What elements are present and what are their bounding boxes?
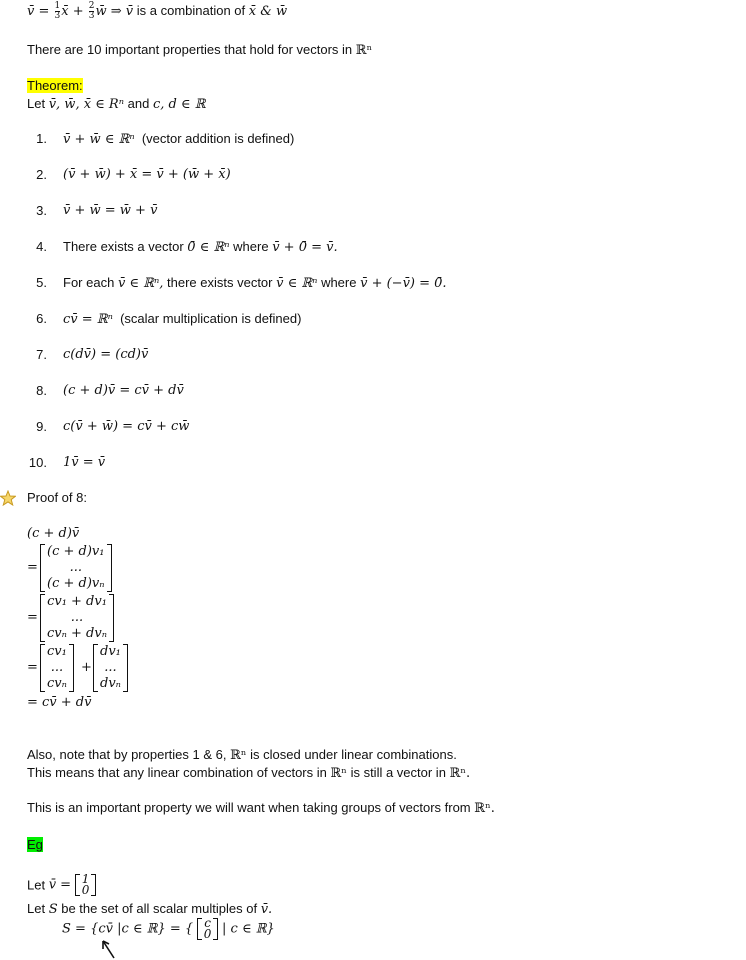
matrix [40,544,112,592]
theorem-and-math: c, d ∈ ℝ [152,97,206,112]
matrix-entry: cv₁ + dv₁ [47,594,107,609]
eg-text: Let [27,877,46,893]
property-number: 3. [36,203,47,218]
property-number: 9. [36,419,47,434]
property-text: there exists vector [167,275,273,290]
property-text: There exists a vector [63,239,184,254]
eg-math: | c ∈ ℝ} [222,921,275,937]
matrix-entry: (c + d)v₁ [47,544,105,559]
matrix-entry: (c + d)vₙ [47,576,105,591]
property-math: 0̄ ∈ ℝⁿ [187,240,230,255]
also-text: This means that any linear combination of vectors in [27,765,327,780]
vector [197,918,219,940]
property-text: (scalar multiplication is defined) [120,311,302,326]
vector-entry: 0 [81,883,90,897]
matrix [40,644,74,692]
vector-entry: c [204,916,211,930]
property-math: v̄ ∈ ℝⁿ, [117,276,164,291]
star-icon[interactable] [0,490,16,506]
property-number: 6. [36,311,47,326]
also-line-3 [27,800,495,816]
property-math: v̄ + w̄ ∈ ℝⁿ [63,132,135,147]
combo-text: is a combination of [136,3,246,18]
theorem-and-text: and [127,96,150,111]
combination-line [27,2,287,21]
matrix [93,644,128,692]
property-math: 1v̄ = v̄ [63,455,106,470]
property-number: 1. [36,131,47,146]
eg-heading [27,837,43,852]
intro-line [27,42,372,58]
equals-sign: = [27,610,38,625]
eg-math: v̄ = [48,877,72,893]
combo-math-2: x̄ & w̄ [248,4,288,19]
combo-math: v̄ = $\frac{1}{3}$ x̄ + $\frac{2}{3}$ w̄ ⇒ v̄ [27,1,134,21]
property-number: 8. [36,383,47,398]
matrix-entry: dv₁ [100,644,121,659]
matrix-entry: ... [50,660,64,675]
also-math: ℝⁿ. [449,766,471,781]
eg-text: Let [27,901,46,916]
theorem-let-line [27,96,206,112]
vector-entry: 0 [203,927,212,941]
property-math: c(v̄ + w̄) = cv̄ + cw̄ [63,419,190,434]
proof-title [27,490,87,505]
property-number: 2. [36,167,47,182]
eg-math: v̄. [260,902,273,917]
property-math: v̄ + w̄ = w̄ + v̄ [63,203,158,218]
eg-text: be the set of all scalar multiples of [61,901,258,916]
proof-final [27,694,91,710]
property-math: cv̄ = ℝⁿ [63,312,113,327]
proof-expression: (c + d)v̄ [27,526,80,541]
eg-label: Eg [27,837,43,852]
property-number: 5. [36,275,47,290]
also-line-1 [27,747,457,763]
intro-text: There are 10 important properties that hold for vectors in [27,42,353,57]
property-number: 7. [36,347,47,362]
theorem-let-text: Let [27,96,46,111]
matrix-entry: ... [70,610,84,625]
matrix-entry: ... [104,660,117,675]
vector [75,874,97,896]
property-math: v̄ + (−v̄) = 0̄. [360,276,447,291]
also-math: ℝⁿ [230,748,247,763]
eg-let-line [27,874,96,896]
property-math: v̄ ∈ ℝⁿ [276,276,318,291]
matrix-entry: cv₁ [47,644,67,659]
matrix-entry: cvₙ [47,676,67,691]
eg-set-definition [62,918,275,940]
also-math: ℝⁿ [330,766,347,781]
property-math: v̄ + 0̄ = v̄. [272,240,338,255]
proof-expression: = cv̄ + dv̄ [27,695,92,710]
property-text: where [321,275,357,290]
matrix-entry: cvₙ + dvₙ [47,626,107,641]
equals-sign: = [27,560,38,575]
plus-sign: + [81,660,92,675]
matrix [40,594,114,642]
property-number: 4. [36,239,47,254]
property-math: c(dv̄) = (cd)v̄ [63,347,149,362]
also-text: Also, note that by properties 1 & 6, [27,747,227,762]
equals-sign: = [27,660,38,675]
eg-set-desc [27,901,272,917]
matrix-entry: dvₙ [100,676,121,691]
theorem-heading [27,78,83,93]
property-text: where [233,239,269,254]
vector-entry: 1 [81,872,90,886]
theorem-let-math: v̄, w̄, x̄ ∈ Rⁿ [48,97,124,112]
eg-math: S = {cv̄ |c ∈ ℝ} = { [62,921,194,937]
also-text: is still a vector in [350,765,446,780]
also-text: is closed under linear combinations. [250,747,457,762]
also-text: This is an important property we will want when taking groups of vectors from [27,800,471,815]
also-line-2 [27,765,470,781]
proof-line-0 [27,525,79,541]
eg-math: S [48,902,58,917]
intro-math: ℝⁿ [355,43,373,58]
property-number: 10. [28,455,47,470]
property-math: (v̄ + w̄) + x̄ = v̄ + (w̄ + x̄) [63,167,231,182]
matrix-entry: ... [69,560,82,575]
proof-title-text: Proof of 8: [27,490,87,505]
theorem-label: Theorem: [27,78,83,93]
property-text: For each [63,275,115,290]
property-math: (c + d)v̄ = cv̄ + dv̄ [63,383,184,398]
arrow-annotation-icon [98,938,122,960]
also-math: ℝⁿ. [474,801,495,816]
property-text: (vector addition is defined) [141,131,295,146]
